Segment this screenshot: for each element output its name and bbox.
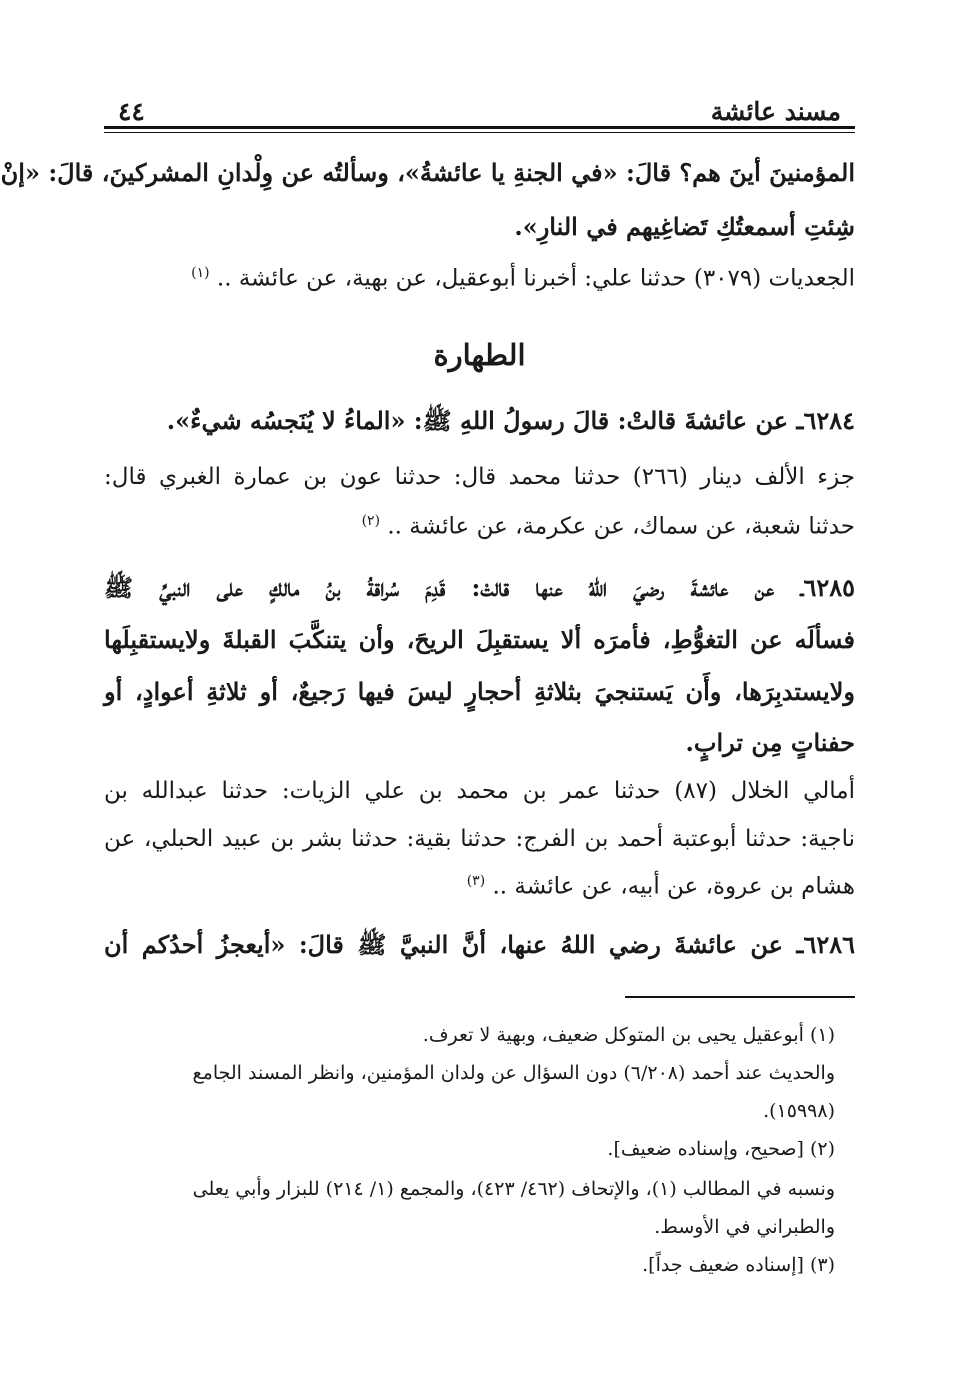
running-head — [118, 92, 841, 126]
source-citation — [104, 513, 855, 540]
hadith-6285-line: ٦٢٨٥ـ عن عائشةَ رضيَ اللهُ عنها قالتْ: قَدِمَ سُراقةُ بنُ مالكٍ على النبيِّ ﷺ — [104, 573, 855, 602]
hadith-6284: ٦٢٨٤ـ عن عائشةَ قالتْ: قالَ رسولُ اللهِ ﷺ: «الماءُ لا يُنَجسُه شيءٌ». — [166, 406, 855, 435]
footnote-ref: (٣) — [466, 873, 486, 889]
hadith-6285-line: حفناتٍ مِن ترابٍ. — [685, 728, 855, 757]
source-text: هشام بن عروة، عن أبيه، عن عائشة .. — [485, 873, 855, 900]
source-citation: أمالي الخلال (٨٧) حدثنا عمر بن محمد بن علي الزيات: حدثنا عبدالله بن — [104, 778, 856, 804]
hadith-continuation-line: شِئتِ أسمعتُكِ تَضاغِيهم في النارِ». — [514, 212, 855, 241]
source-citation: جزء الألف دينار (٢٦٦) حدثنا محمد قال: حدثنا عون بن عمارة الغبري قال: — [104, 464, 856, 490]
source-text: الجعديات (٣٠٧٩) حدثنا علي: أخبرنا أبوعقيل، عن بهية، عن عائشة .. — [209, 265, 855, 292]
source-citation — [104, 873, 855, 900]
footnote-2-cont: ونسبه في المطالب (١)، والإتحاف (٤٦٢/ ٤٢٣)، والمجمع (١/ ٢١٤) للبزار وأبي يعلى — [192, 1178, 835, 1200]
footnote-1-cont: (١٥٩٩٨). — [763, 1100, 835, 1122]
header-rule-thin — [104, 132, 855, 133]
source-text: حدثنا شعبة، عن سماك، عن عكرمة، عن عائشة .. — [380, 513, 855, 540]
hadith-6286-line: ٦٢٨٦ـ عن عائشةَ رضي اللهُ عنها، أنَّ النبيَّ ﷺ قالَ: «أيعجزُ أحدُكم أن — [104, 930, 855, 959]
footnote-separator — [625, 996, 855, 998]
footnote-3: (٣) [إسناده ضعيف جداً]. — [642, 1254, 835, 1276]
footnote-ref: (٢) — [361, 513, 381, 529]
hadith-6285-line: فسألَه عن التغوُّطِ، فأمرَه ألا يستقبِلَ الريحَ، وأن يتنكَّبَ القبلةَ ولايستقبِلَها — [104, 625, 855, 654]
page-number: ٤٤ — [118, 97, 145, 126]
source-citation: ناجية: حدثنا أبوعتبة أحمد بن الفرج: حدثنا بقية: حدثنا بشر بن عبيد الحبلي، عن — [104, 826, 855, 852]
source-citation — [104, 265, 855, 292]
section-heading: الطهارة — [433, 338, 526, 372]
footnote-2: (٢) [صحيح، وإسناده ضعيف]. — [607, 1138, 835, 1160]
footnote-1: (١) أبوعقيل يحيى بن المتوكل ضعيف، وبهية لا تعرف. — [422, 1024, 835, 1046]
running-title: مسند عائشة — [710, 97, 841, 126]
hadith-6285-line: ولايستدبِرَها، وأَن يَستنجيَ بثلاثةِ أحجارٍ ليسَ فيها رَجيعٌ، أو ثلاثةِ أعوادٍ، أو — [104, 677, 855, 706]
header-rule — [104, 126, 855, 129]
hadith-continuation-line: المؤمنينَ أينَ هم؟ قالَ: «في الجنةِ يا عائشةُ»، وسألتُه عن وِلْدانِ المشركينَ، قالَ: «إنْ — [0, 158, 855, 187]
footnote-1-cont: والحديث عند أحمد (٦/٢٠٨) دون السؤال عن ولدان المؤمنين، وانظر المسند الجامع — [192, 1062, 835, 1084]
footnote-ref: (١) — [191, 265, 210, 281]
footnote-2-cont: والطبراني في الأوسط. — [654, 1216, 835, 1238]
